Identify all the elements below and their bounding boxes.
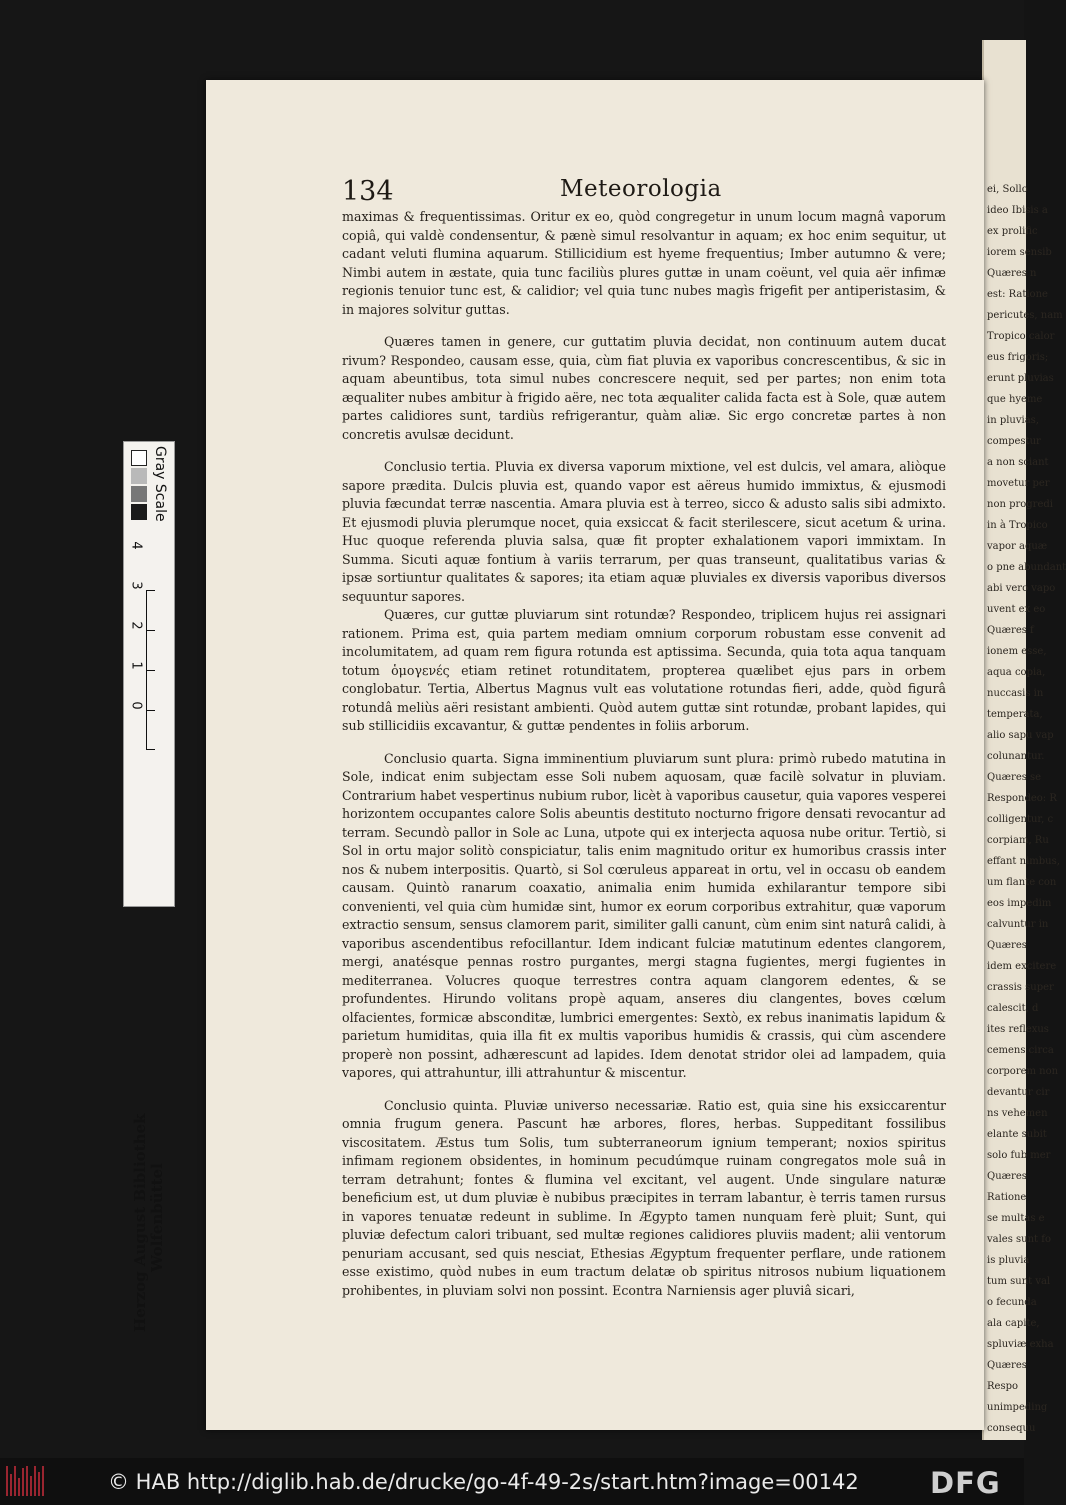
facing-page-line: Ratione bbox=[987, 1192, 1027, 1203]
facing-page-line: in pluvias, bbox=[987, 415, 1039, 426]
gray-swatch bbox=[131, 504, 147, 520]
paragraph-2: Quæres tamen in genere, cur guttatim pluvia decidat, non continuum autem ducat rivum? Respondeo, causam esse, quia, cùm fiat pluvia ex vaporibus concrescentibus, & sic in aquam abeuntibus, tota simul nubes concrescere nequit, sed per partes; non enim tota æqualiter nubes ambitur à frigido aëre, nec tota æqualiter calida facta est à Sole, quæ autem partes calidiores sunt, tardiùs refrigerantur, quàm aliæ. Sic ergo concretæ partes à non concretis avulsæ decidunt. bbox=[342, 334, 946, 442]
facing-page-line: o fecunda bbox=[987, 1297, 1037, 1308]
footer-credit-link[interactable]: © HAB http://diglib.hab.de/drucke/go-4f-49-2s/start.htm?image=00142 bbox=[108, 1470, 859, 1494]
facing-page-line: nuccasis in bbox=[987, 688, 1044, 699]
facing-page-line: vapor aquæ bbox=[987, 541, 1048, 552]
logo-bar bbox=[30, 1476, 32, 1496]
facing-page-line: ei, Sollo bbox=[987, 184, 1028, 195]
facing-page-line: unimpeding bbox=[987, 1402, 1048, 1413]
facing-page-line: Tropico calor bbox=[987, 331, 1055, 342]
facing-page-line: ites reflexus bbox=[987, 1024, 1049, 1035]
ruler-number: 2 bbox=[128, 621, 144, 630]
facing-page-line: ideo Ibisis a bbox=[987, 205, 1048, 216]
ruler-number: 3 bbox=[128, 581, 144, 590]
facing-page-line: Respo bbox=[987, 1381, 1019, 1392]
facing-page-line: movetur per bbox=[987, 478, 1050, 489]
logo-bar bbox=[14, 1466, 16, 1496]
facing-page-line: colunantur. bbox=[987, 751, 1045, 762]
color-target bbox=[123, 441, 175, 1332]
facing-page-line: Respondeo: R bbox=[987, 793, 1057, 804]
facing-page-line: colligentur, c bbox=[987, 814, 1054, 825]
facing-page-line: Quæres se bbox=[987, 772, 1042, 783]
facing-page-line: eos impedim bbox=[987, 898, 1052, 909]
facing-page-line: que hyeme bbox=[987, 394, 1043, 405]
facing-page-edge bbox=[982, 40, 1066, 1440]
ruler-number: 1 bbox=[128, 661, 144, 670]
facing-page-line: erunt pluvias bbox=[987, 373, 1054, 384]
ruler-tick bbox=[147, 630, 155, 631]
ruler-tick bbox=[147, 749, 155, 750]
facing-page-line: ala capite, bbox=[987, 1318, 1040, 1329]
ruler-tick bbox=[147, 670, 155, 671]
facing-page-line: se multas e bbox=[987, 1213, 1045, 1224]
library-name: Herzog August Bibliothek bbox=[131, 1113, 149, 1332]
facing-page-line: consequu bbox=[987, 1423, 1036, 1434]
facing-page-line: vales sunt fo bbox=[987, 1234, 1051, 1245]
page-number: 134 bbox=[342, 176, 394, 207]
library-city: Wolfenbüttel bbox=[148, 1163, 166, 1272]
logo-bar bbox=[22, 1468, 24, 1496]
facing-page-line: non progredi bbox=[987, 499, 1053, 510]
facing-page-line: Quæres bbox=[987, 1171, 1027, 1182]
facing-page-line: Quæres bbox=[987, 1360, 1027, 1371]
logo-bar bbox=[26, 1466, 28, 1496]
facing-page-line: corporem non bbox=[987, 1066, 1059, 1077]
facing-page-line: Quæres n bbox=[987, 268, 1037, 279]
facing-page-line: crassis super bbox=[987, 982, 1054, 993]
facing-page-line: corpiam, Ru bbox=[987, 835, 1049, 846]
paragraph-5: Conclusio quarta. Signa imminentium pluviarum sunt plura: primò rubedo matutina in Sole, indicat enim subjectam esse Soli nubem aquosam, quæ facilè solvatur in pluviam. Contrarium habet vespertinus nubium rubor, licèt à vaporibus causetur, quia vapores vesperei horizontem occupantes calore Solis abeuntis destituto nocturno frigore densati revocantur ad terram. Secundò pallor in Sole ac Luna, utpote qui ex interjecta aquosa nube oritur. Tertiò, si Sol in ortu major solitò conspiciatur, talis enim magnitudo oritur ex humoribus crassis inter nos & nubem interpositis. Quartò, si Sol cœruleus appareat in ortu, vel in occasu ob eandem causam. Quintò ranarum coaxatio, animalia enim humida exhilarantur tempore sibi convenienti, vel quia cùm humidæ sint, humor ex eorum corporibus extrahitur, quæ vaporum extractio sensum, sensus clamorem parit, similiter galli canunt, cùm enim sint naturâ calidi, à vaporibus ascendentibus refocillantur. Idem indicant fulciæ matutinum edentes clangorem, mergi, anatésque pennas rostro purgantes, mergi stagna fugientes, mergi fugientes in mediterranea. Volucres quoque terrestres contra aquam clangorem edentes, & se profundentes. Hirundo volitans propè aquam, anseres diu clangentes, boves cœlum olfacientes, formicæ absconditæ, lumbrici emergentes: Sextò, ex rebus inanimatis lapidum & parietum humiditas, quia illa fit ex multis vaporibus humidis & crassis, qui cùm ascendere properè non possint, adhærescunt ad lapides. Idem denotat stridor olei ad lampadem, quia vapores, qui attrahuntur, illi attrahuntur & miscentur. bbox=[342, 750, 946, 1080]
gray-swatch bbox=[131, 450, 147, 466]
logo-bar bbox=[18, 1478, 20, 1496]
facing-page-line: cemens circa bbox=[987, 1045, 1054, 1056]
facing-page-line: effant nimbus, bbox=[987, 856, 1060, 867]
gray-swatch bbox=[131, 486, 147, 502]
ruler-number: 0 bbox=[128, 701, 144, 710]
facing-page-line: alio sapu vap bbox=[987, 730, 1054, 741]
book-page bbox=[206, 80, 984, 1430]
hab-logo-icon bbox=[6, 1466, 46, 1496]
facing-page-line: elante subit bbox=[987, 1129, 1047, 1140]
facing-page-line: ionem esse, bbox=[987, 646, 1047, 657]
facing-page-line: compestur bbox=[987, 436, 1041, 447]
facing-page-line: is pluvia bbox=[987, 1255, 1030, 1266]
logo-bar bbox=[42, 1466, 44, 1496]
facing-page-line: um flante con bbox=[987, 877, 1057, 888]
facing-page-line: Quæres bbox=[987, 940, 1027, 951]
logo-bar bbox=[34, 1466, 36, 1496]
facing-page-line: ex prolific bbox=[987, 226, 1038, 237]
facing-page-line: devantur cir bbox=[987, 1087, 1050, 1098]
facing-page-line: aqua copia, bbox=[987, 667, 1046, 678]
facing-page-line: a non sciant bbox=[987, 457, 1049, 468]
logo-bar bbox=[10, 1474, 12, 1496]
paragraph-4: Quæres, cur guttæ pluviarum sint rotundæ? Respondeo, triplicem hujus rei assignari rationem. Prima est, quia partem mediam omnium corporum robustam esse convenit ad incolumitatem, ad quam rem figura rotunda est aptissima. Secunda, quia tota aqua tanquam totum ὁμογενές etiam retinet rotunditatem, propterea quælibet ejus pars in orbem conglobatur. Tertia, Albertus Magnus vult eas volutatione rotundas fieri, adde, quòd figurâ rotundâ meliùs aëri resistant ambienti. Quòd autem guttæ sint rotundæ, probant lapides, qui sub stillicidiis excavantur, & guttæ pendentes in foliis arborum. bbox=[342, 607, 946, 733]
paragraph-3: Conclusio tertia. Pluvia ex diversa vaporum mixtione, vel est dulcis, vel amara, aliòque sapore prædita. Dulcis pluvia est, quando vapor est aëreus humido immixtus, & ejusmodi pluvia fæcundat terræ nascentia. Amara pluvia est à terreo, sicco & adusto salis sibi admixto. Et ejusmodi pluvia plerumque nocet, quia exsiccat & facit sterilescere, sicut acetum & urina. Huc quoque referenda pluvia salsa, quæ fit propter exhalationem vapori immixtam. In Summa. Sicuti aquæ fontium à variis terrarum, per quas transeunt, qualitatibus varias & ipsæ sortiuntur qualitates & sapores; ita etiam aquæ pluviales ex diversis vaporibus diversos sequuntur sapores. bbox=[342, 459, 946, 604]
facing-page-line: o pne abundant bbox=[987, 562, 1066, 573]
facing-page-line: est: Ratione bbox=[987, 289, 1048, 300]
body-text bbox=[342, 208, 946, 1314]
running-title: Meteorologia bbox=[560, 176, 722, 202]
facing-page-line: in à Tropico bbox=[987, 520, 1048, 531]
logo-bar bbox=[38, 1472, 40, 1496]
facing-page-line: tum sunt val bbox=[987, 1276, 1051, 1287]
facing-page-line: abi vero vapo bbox=[987, 583, 1056, 594]
paragraph-6: Conclusio quinta. Pluviæ universo necessariæ. Ratio est, quia sine his exsiccarentur omnia frugum genera. Pascunt hæ arbores, flores, herbas. Suppeditant fossilibus viscositatem. Æstus tum Solis, tum subterraneorum ignium temperant; noxios spiritus infimam regionem obsidentes, in hominum pecudúmque ruinam congregatos mole suâ in terram detrahunt; fontes & flumina vel excitant, vel augent. Unde singulare naturæ beneficium est, ut dum pluviæ è nubibus præcipites in terram labantur, è terris tamen rursus in vapores tenuatæ redeunt in sublime. In Ægypto tamen nunquam ferè pluit; Sunt, qui pluviæ defectum calori tribuant, sed multæ regiones calidiores pluviis madent; alii ventorum penuriam accusant, sed quis nesciat, Ethesias Ægyptum frequenter perflare, unde rationem esse existimo, quòd nubes in eum tractum delatæ ob spiritus nitrosos nubium liquationem prohibentes, in pluviam solvi non possint. Econtra Narniensis ager pluviâ sicari, bbox=[342, 1097, 946, 1298]
facing-page-line: calescit, d bbox=[987, 1003, 1039, 1014]
facing-page-line: temperata, bbox=[987, 709, 1043, 720]
facing-page-line: ns vehemen bbox=[987, 1108, 1048, 1119]
library-label bbox=[131, 1113, 166, 1332]
facing-page-line: pericutes, nam bbox=[987, 310, 1063, 321]
paragraph-1: maximas & frequentissimas. Oritur ex eo, quòd congregetur in unum locum magnâ vaporum copiâ, qui valdè condensentur, & pænè simul resolvantur in aquam; ex hoc enim sequitur, ut cadant veluti flumina aquarum. Stillicidium est hyeme frequentius; Imber autumno & vere; Nimbi autem in æstate, quia tunc faciliùs plures guttæ in unam coëunt, vel quia aër infimæ regionis tenuior tunc est, & calidior; vel quia tunc nubes magìs frigefit per antiperistasim, & in majores solvitur guttas. bbox=[342, 209, 946, 317]
ruler-number: 4 bbox=[128, 541, 144, 550]
gray-swatch bbox=[131, 468, 147, 484]
ruler bbox=[146, 590, 155, 750]
gray-scale-label: Gray Scale bbox=[152, 446, 168, 522]
facing-page-line: uvent ex eo bbox=[987, 604, 1046, 615]
facing-page-line: idem excitere bbox=[987, 961, 1057, 972]
ruler-tick bbox=[147, 710, 155, 711]
facing-page-line: iorem sensib bbox=[987, 247, 1052, 258]
facing-page-line: Quæres f bbox=[987, 625, 1034, 636]
logo-bar bbox=[6, 1466, 8, 1496]
facing-page-line: solo fub mer bbox=[987, 1150, 1051, 1161]
gray-scale bbox=[127, 446, 169, 588]
ruler-tick bbox=[147, 590, 155, 591]
facing-page-line: calvuntur in bbox=[987, 919, 1049, 930]
facing-page-line: eus frigoris; bbox=[987, 352, 1049, 363]
dfg-logo: DFG bbox=[930, 1466, 1001, 1500]
footer-bar bbox=[0, 1458, 1024, 1505]
facing-page-line: spluviæ exha bbox=[987, 1339, 1054, 1350]
